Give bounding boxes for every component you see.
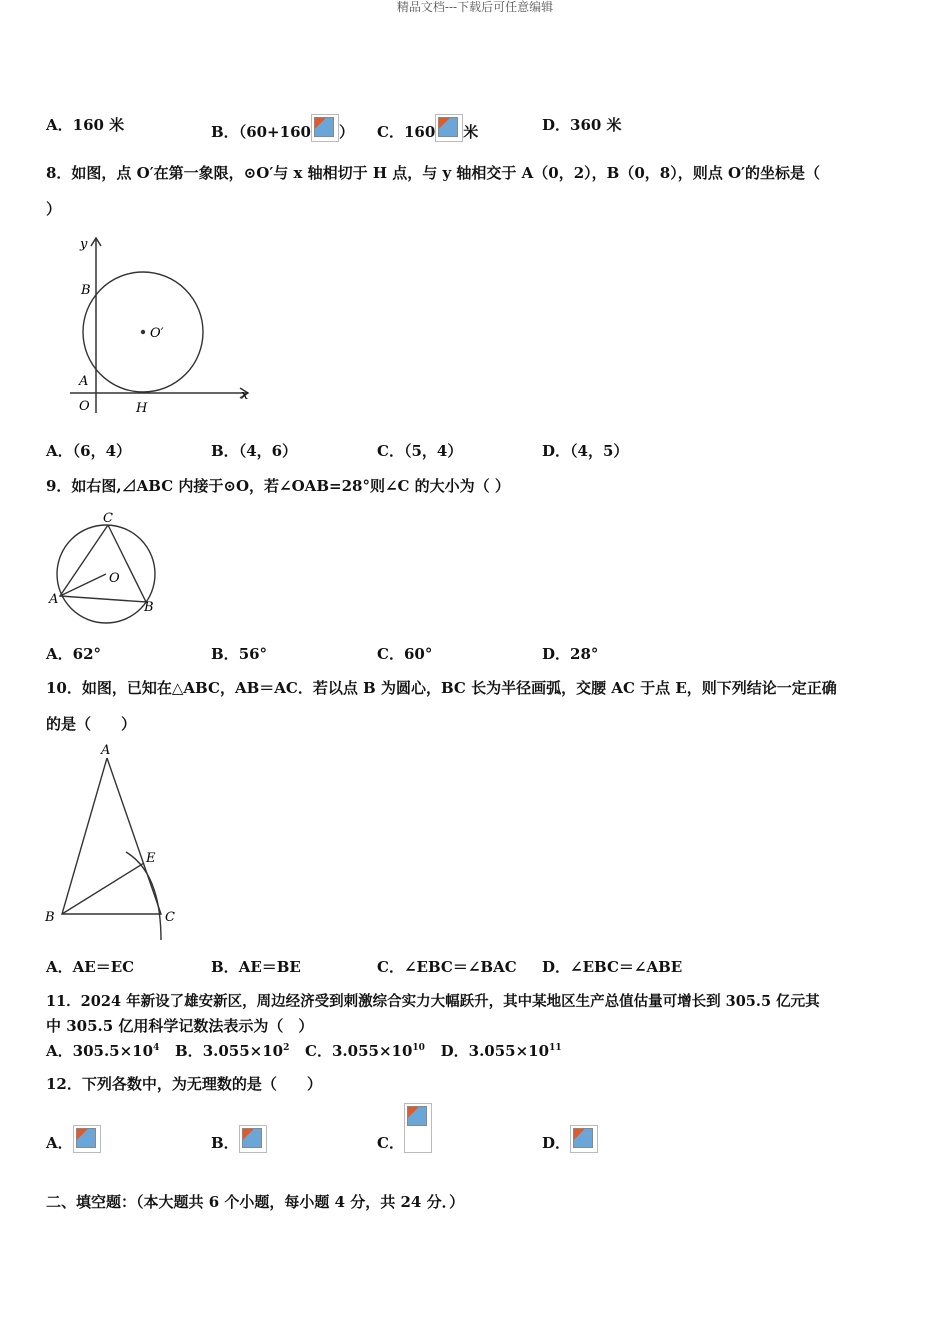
q9-option-d: D．28° bbox=[542, 645, 599, 663]
q10-option-a: A．AE＝EC bbox=[46, 958, 135, 976]
q11-option-d: D．$3.055\times 10^{11}$ bbox=[440, 1042, 562, 1060]
q8-label-oprime: O′ bbox=[150, 326, 164, 341]
page-header: 精品文档---下载后可任意编辑 bbox=[396, 0, 554, 14]
q9-label-b: B bbox=[144, 600, 154, 615]
q10-label-b: B bbox=[45, 910, 55, 925]
q8-option-c: C．（5，4） bbox=[377, 442, 463, 460]
q8-option-a: A．（6，4） bbox=[46, 442, 132, 460]
q11-options bbox=[46, 1040, 562, 1061]
q10-option-c: C．∠EBC＝∠BAC bbox=[377, 958, 517, 976]
broken-image-icon bbox=[239, 1125, 267, 1153]
q11-option-b: B．$3.055\times 10^2$ bbox=[175, 1042, 290, 1060]
q8-label-h: H bbox=[136, 401, 148, 416]
q10-option-b: B．AE＝BE bbox=[211, 958, 301, 976]
broken-image-icon bbox=[404, 1103, 432, 1153]
q12-option-c: C． bbox=[377, 1103, 432, 1153]
q8-stem: 8．如图，点 O′在第一象限，⊙O′与 x 轴相切于 H 点，与 y 轴相交于 A（0，2），B（0，8），则点 O′的坐标是（ bbox=[46, 164, 820, 182]
q10-label-e: E bbox=[146, 851, 156, 866]
q9-label-a: A bbox=[49, 592, 59, 607]
q10-label-a: A bbox=[101, 743, 111, 758]
q9-option-c: C．60° bbox=[377, 645, 433, 663]
q9-label-c: C bbox=[103, 511, 113, 526]
q10-label-c: C bbox=[165, 910, 175, 925]
q8-option-b: B．（4，6） bbox=[211, 442, 298, 460]
q8-stem-end: ） bbox=[46, 200, 62, 218]
q7-option-d: D．360 米 bbox=[542, 116, 622, 134]
q10-option-d: D．∠EBC＝∠ABE bbox=[542, 958, 683, 976]
q8-label-a: A bbox=[79, 374, 89, 389]
q11-option-a: A．$305.5\times 10^4$ bbox=[46, 1042, 160, 1060]
q8-label-o: O bbox=[79, 399, 90, 414]
q12-option-d: D． bbox=[542, 1125, 598, 1153]
q7-option-b: B．（60+160 ） bbox=[211, 114, 354, 142]
q10-stem: 10．如图，已知在△ABC，AB＝AC．若以点 B 为圆心，BC 长为半径画弧，交腰 AC 于点 E，则下列结论一定正确 bbox=[46, 679, 837, 697]
q9-option-a: A．62° bbox=[46, 645, 102, 663]
q8-label-x: x bbox=[241, 388, 249, 403]
q9-label-o: O bbox=[109, 571, 120, 586]
q9-stem: 9．如右图,⊿ABC 内接于⊙O，若∠OAB=28°则∠C 的大小为（ ） bbox=[46, 477, 510, 495]
q8-figure bbox=[60, 228, 260, 423]
broken-image-icon bbox=[570, 1125, 598, 1153]
broken-image-icon bbox=[435, 114, 463, 142]
q9-option-b: B．56° bbox=[211, 645, 268, 663]
q7-option-c: C．160 米 bbox=[377, 114, 478, 142]
q8-label-b: B bbox=[81, 283, 91, 298]
section-2-heading: 二、填空题：（本大题共 6 个小题，每小题 4 分，共 24 分．） bbox=[46, 1193, 465, 1211]
q11-option-c: C．$3.055\times 10^{10}$ bbox=[305, 1042, 425, 1060]
q12-stem: 12．下列各数中，为无理数的是（ ） bbox=[46, 1075, 322, 1093]
q9-figure bbox=[46, 508, 166, 628]
q7-option-a: A．160 米 bbox=[46, 116, 125, 134]
q12-option-b: B． bbox=[211, 1125, 267, 1153]
q8-label-y: y bbox=[80, 237, 88, 252]
q11-stem: 11．2024 年新设了雄安新区，周边经济受到刺激综合实力大幅跃升，其中某地区生产总值估量可增长到 305.5 亿元其 bbox=[46, 993, 820, 1010]
q10-figure bbox=[40, 738, 190, 943]
q8-option-d: D．（4，5） bbox=[542, 442, 629, 460]
broken-image-icon bbox=[311, 114, 339, 142]
broken-image-icon bbox=[73, 1125, 101, 1153]
q10-stem-2: 的是（ ） bbox=[46, 715, 137, 733]
q11-stem-2: 中 305.5 亿用科学记数法表示为（ ） bbox=[46, 1017, 314, 1035]
q12-option-a: A． bbox=[46, 1125, 101, 1153]
